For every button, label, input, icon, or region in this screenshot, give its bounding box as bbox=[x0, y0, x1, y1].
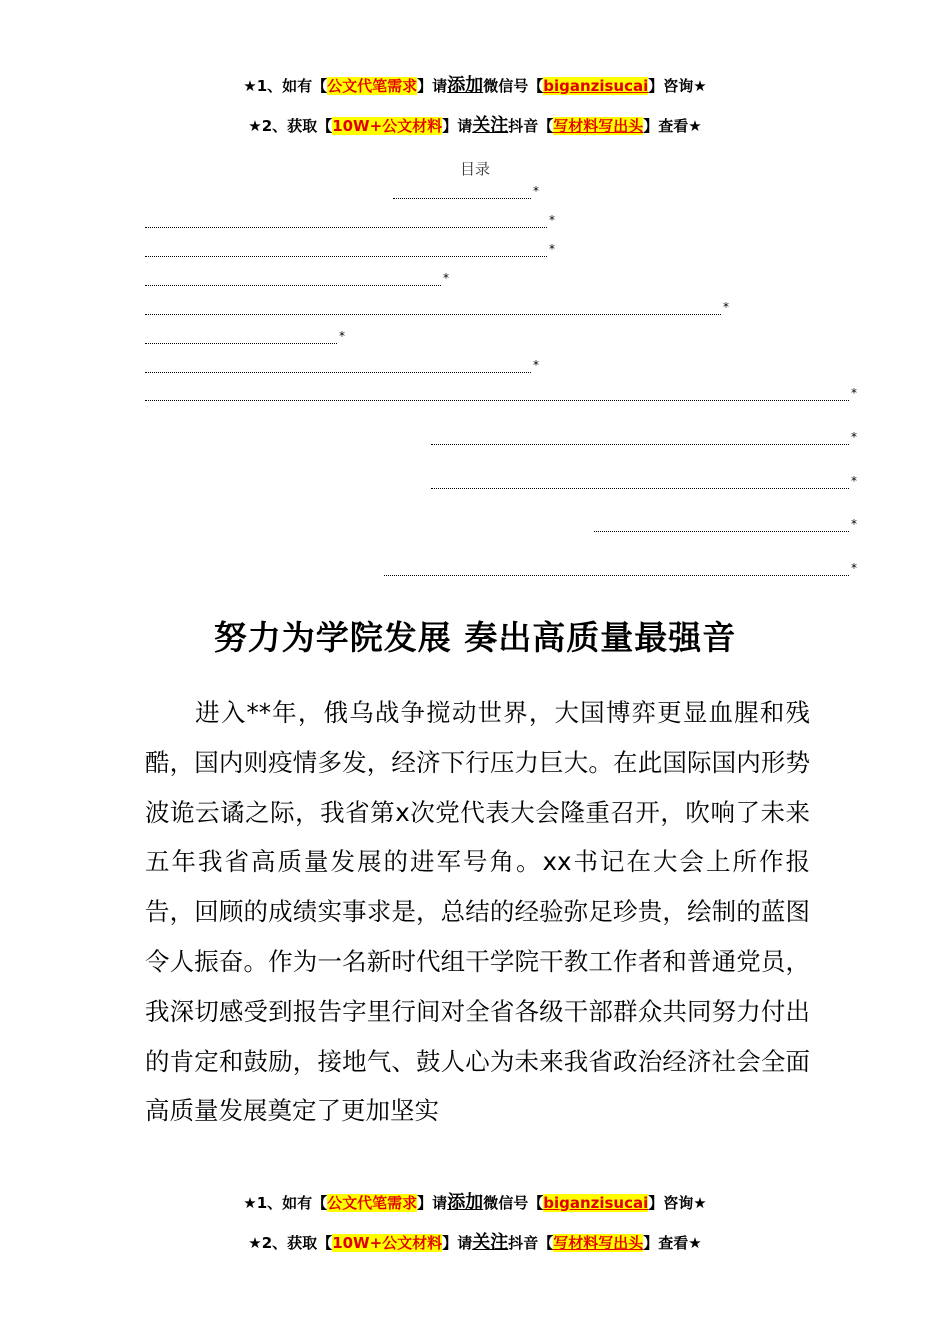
toc-marker: * bbox=[851, 386, 857, 400]
text: 微信号【 bbox=[483, 1194, 544, 1212]
emphasis: 添加 bbox=[447, 75, 484, 96]
toc-entry[interactable] bbox=[384, 561, 857, 579]
text: 】请 bbox=[417, 1194, 448, 1212]
toc-entry[interactable] bbox=[145, 300, 729, 318]
promo-line-1 bbox=[0, 71, 950, 97]
paragraph: 进入**年，俄乌战争搅动世界，大国博弈更显血腥和残酷，国内则疫情多发，经济下行压力巨大。在此国际国内形势波诡云谲之际，我省第x次党代表大会隆重召开，吹响了未来五年我省高质量发展的进军号角。xx书记在大会上所作报告，回顾的成绩实事求是，总结的经验弥足珍贵，绘制的蓝图令人振奋。作为一名新时代组干学院干教工作者和普通党员，我深切感受到报告字里行间对全省各级干部群众共同努力付出的肯定和鼓励，接地气、鼓人心为未来我省政治经济社会全面高质量发展奠定了更加坚实 bbox=[145, 698, 810, 1126]
toc-marker: * bbox=[851, 517, 857, 531]
toc-entry[interactable] bbox=[594, 517, 857, 535]
toc-marker: * bbox=[549, 242, 555, 256]
toc-marker: * bbox=[533, 358, 539, 372]
text: 抖音【 bbox=[508, 117, 554, 135]
highlight: 公文代笔需求 bbox=[327, 77, 418, 95]
toc-marker: * bbox=[723, 300, 729, 314]
highlight: 公文代笔需求 bbox=[327, 1194, 418, 1212]
toc-entry[interactable] bbox=[145, 242, 555, 260]
toc-marker: * bbox=[533, 184, 539, 198]
toc-entry[interactable] bbox=[145, 386, 857, 404]
toc-entry[interactable] bbox=[431, 430, 857, 448]
emphasis: 关注 bbox=[472, 1232, 509, 1253]
toc-marker: * bbox=[443, 271, 449, 285]
toc-marker: * bbox=[851, 561, 857, 575]
highlight: 10W+公文材料 bbox=[332, 1234, 443, 1252]
douyin-id: 写材料写出头 bbox=[553, 1234, 644, 1252]
text: 】请 bbox=[417, 77, 448, 95]
toc-entry[interactable] bbox=[145, 358, 539, 376]
wechat-id: biganzisucai bbox=[543, 1194, 649, 1212]
toc-marker: * bbox=[851, 474, 857, 488]
toc-marker: * bbox=[549, 213, 555, 227]
promo-line-2 bbox=[0, 111, 950, 137]
text: 】咨询★ bbox=[648, 1194, 707, 1212]
text: ★1、如有【 bbox=[243, 77, 328, 95]
emphasis: 添加 bbox=[447, 1192, 484, 1213]
text: 微信号【 bbox=[483, 77, 544, 95]
text: 抖音【 bbox=[508, 1234, 554, 1252]
toc-title: 目录 bbox=[459, 160, 490, 178]
toc-entry[interactable] bbox=[393, 184, 539, 202]
article-body bbox=[145, 688, 810, 1136]
emphasis: 关注 bbox=[472, 115, 509, 136]
douyin-id: 写材料写出头 bbox=[553, 117, 644, 135]
text: 】查看★ bbox=[643, 1234, 702, 1252]
promo-footer-line-2 bbox=[0, 1228, 950, 1254]
toc-entry[interactable] bbox=[145, 271, 449, 289]
text: 】咨询★ bbox=[648, 77, 707, 95]
toc-entry[interactable] bbox=[145, 329, 345, 347]
article-title: 努力为学院发展 奏出高质量最强音 bbox=[213, 618, 737, 657]
toc-entry[interactable] bbox=[431, 474, 857, 492]
promo-footer-line-1 bbox=[0, 1188, 950, 1214]
text: ★2、获取【 bbox=[248, 117, 333, 135]
wechat-id: biganzisucai bbox=[543, 77, 649, 95]
highlight: 10W+公文材料 bbox=[332, 117, 443, 135]
text: 】查看★ bbox=[643, 117, 702, 135]
toc-marker: * bbox=[851, 430, 857, 444]
toc-entry[interactable] bbox=[145, 213, 555, 231]
text: 】请 bbox=[442, 117, 473, 135]
text: ★2、获取【 bbox=[248, 1234, 333, 1252]
toc-marker: * bbox=[339, 329, 345, 343]
text: ★1、如有【 bbox=[243, 1194, 328, 1212]
text: 】请 bbox=[442, 1234, 473, 1252]
